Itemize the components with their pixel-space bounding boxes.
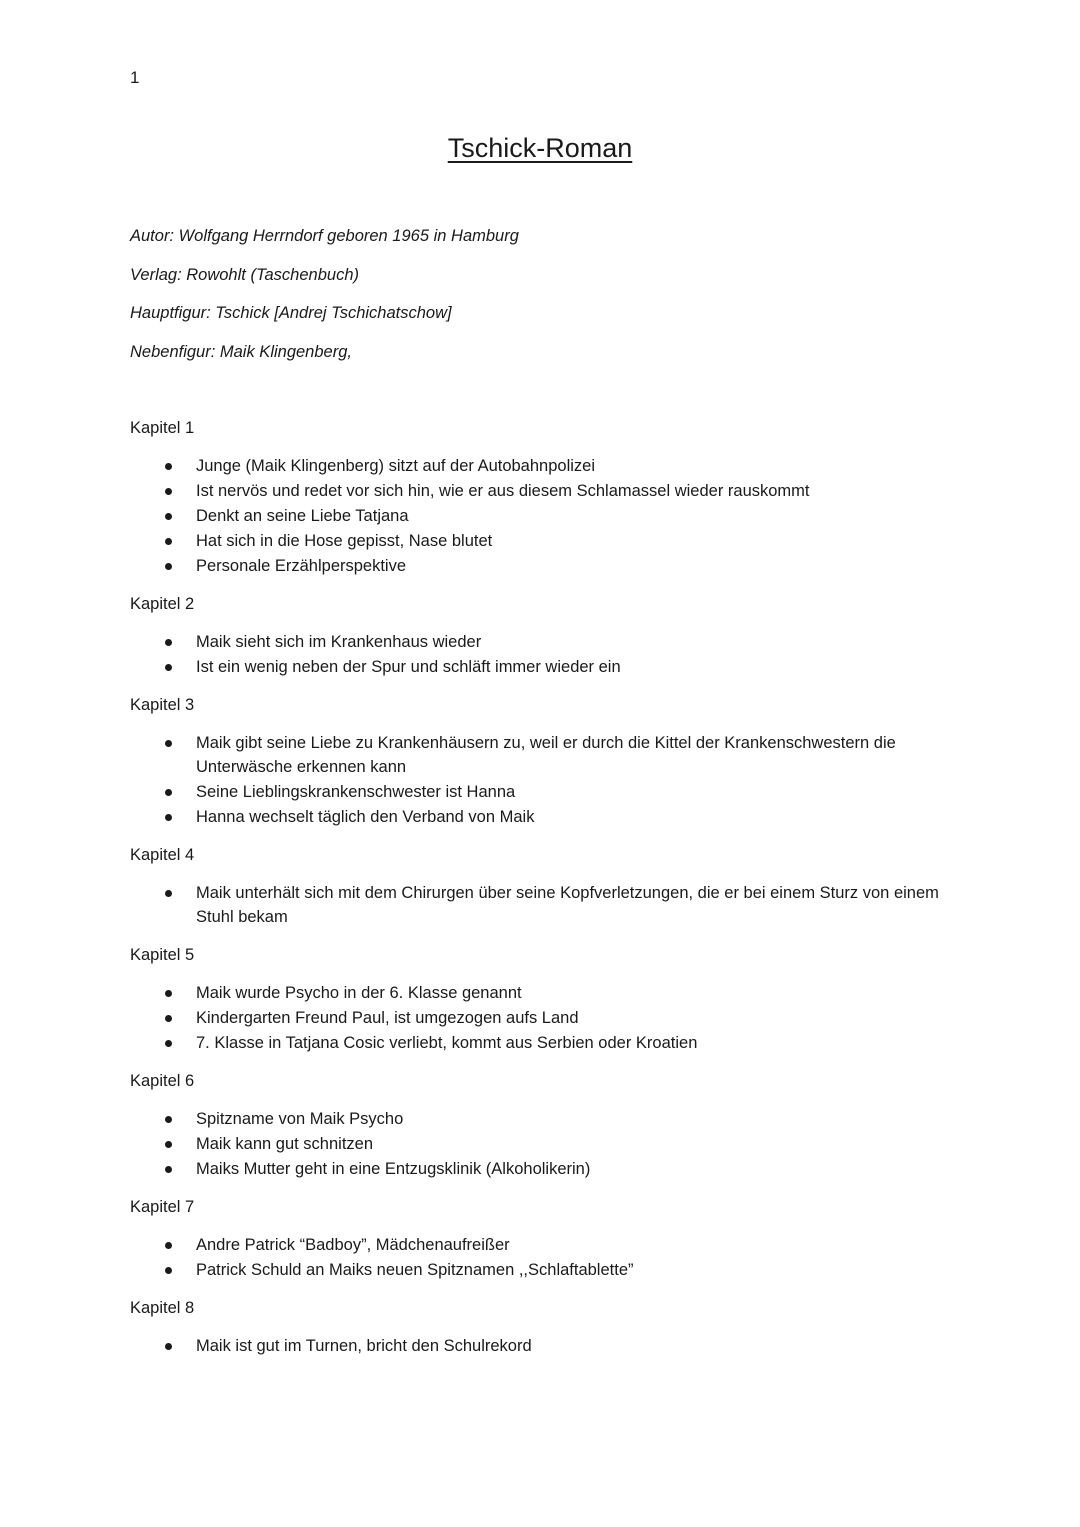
bullet-item: Maik ist gut im Turnen, bricht den Schulrekord [130, 1334, 960, 1358]
bullet-item: Maik kann gut schnitzen [130, 1132, 960, 1156]
bullet-item: Junge (Maik Klingenberg) sitzt auf der Autobahnpolizei [130, 454, 960, 478]
bullet-item: Denkt an seine Liebe Tatjana [130, 504, 960, 528]
chapter-heading: Kapitel 4 [130, 846, 195, 864]
chapter-heading: Kapitel 6 [130, 1072, 195, 1090]
author-line: Autor: Wolfgang Herrndorf geboren 1965 in Hamburg [130, 227, 519, 245]
chapter-list [130, 416, 960, 1372]
chapter-bullet-list [130, 630, 960, 679]
chapter-heading: Kapitel 7 [130, 1198, 195, 1216]
chapter-bullet-list [130, 981, 960, 1055]
chapter-section [130, 943, 960, 1055]
chapter-heading: Kapitel 2 [130, 595, 195, 613]
page-number: 1 [130, 68, 140, 87]
chapter-section [130, 1195, 960, 1282]
side-character-line: Nebenfigur: Maik Klingenberg, [130, 342, 352, 361]
bullet-item: Ist nervös und redet vor sich hin, wie er aus diesem Schlamassel wieder rauskommt [130, 479, 960, 503]
bullet-item: Kindergarten Freund Paul, ist umgezogen aufs Land [130, 1006, 960, 1030]
chapter-section [130, 843, 960, 929]
bullet-item: Maik sieht sich im Krankenhaus wieder [130, 630, 960, 654]
chapter-bullet-list [130, 454, 960, 578]
bullet-item: 7. Klasse in Tatjana Cosic verliebt, kommt aus Serbien oder Kroatien [130, 1031, 960, 1055]
bullet-item: Andre Patrick “Badboy”, Mädchenaufreißer [130, 1233, 960, 1257]
bullet-item: Hanna wechselt täglich den Verband von Maik [130, 805, 960, 829]
chapter-bullet-list [130, 1334, 960, 1358]
chapter-section [130, 592, 960, 679]
chapter-bullet-list [130, 731, 960, 829]
chapter-section [130, 693, 960, 829]
chapter-bullet-list [130, 1107, 960, 1181]
chapter-section [130, 1296, 960, 1358]
bullet-item: Seine Lieblingskrankenschwester ist Hanna [130, 780, 960, 804]
chapter-heading: Kapitel 8 [130, 1299, 195, 1317]
chapter-bullet-list [130, 1233, 960, 1282]
chapter-heading: Kapitel 5 [130, 946, 195, 964]
main-character-line: Hauptfigur: Tschick [Andrej Tschichatschow] [130, 304, 452, 322]
chapter-heading: Kapitel 1 [130, 419, 195, 437]
bullet-item: Hat sich in die Hose gepisst, Nase blutet [130, 529, 960, 553]
bullet-item: Maik wurde Psycho in der 6. Klasse genannt [130, 981, 960, 1005]
book-info-list [130, 224, 519, 378]
chapter-heading: Kapitel 3 [130, 696, 195, 714]
publisher-line: Verlag: Rowohlt (Taschenbuch) [130, 265, 359, 284]
chapter-section [130, 1069, 960, 1181]
chapter-section [130, 416, 960, 578]
chapter-bullet-list [130, 881, 960, 929]
bullet-item: Personale Erzählperspektive [130, 554, 960, 578]
bullet-item: Maik gibt seine Liebe zu Krankenhäusern zu, weil er durch die Kittel der Krankenschwestern die Unterwäsche erkennen kann [130, 731, 960, 779]
bullet-item: Maik unterhält sich mit dem Chirurgen über seine Kopfverletzungen, die er bei einem Sturz von einem Stuhl bekam [130, 881, 960, 929]
bullet-item: Maiks Mutter geht in eine Entzugsklinik (Alkoholikerin) [130, 1157, 960, 1181]
bullet-item: Ist ein wenig neben der Spur und schläft immer wieder ein [130, 655, 960, 679]
bullet-item: Spitzname von Maik Psycho [130, 1107, 960, 1131]
bullet-item: Patrick Schuld an Maiks neuen Spitznamen ,,Schlaftablette” [130, 1258, 960, 1282]
document-title: Tschick-Roman [447, 133, 633, 163]
